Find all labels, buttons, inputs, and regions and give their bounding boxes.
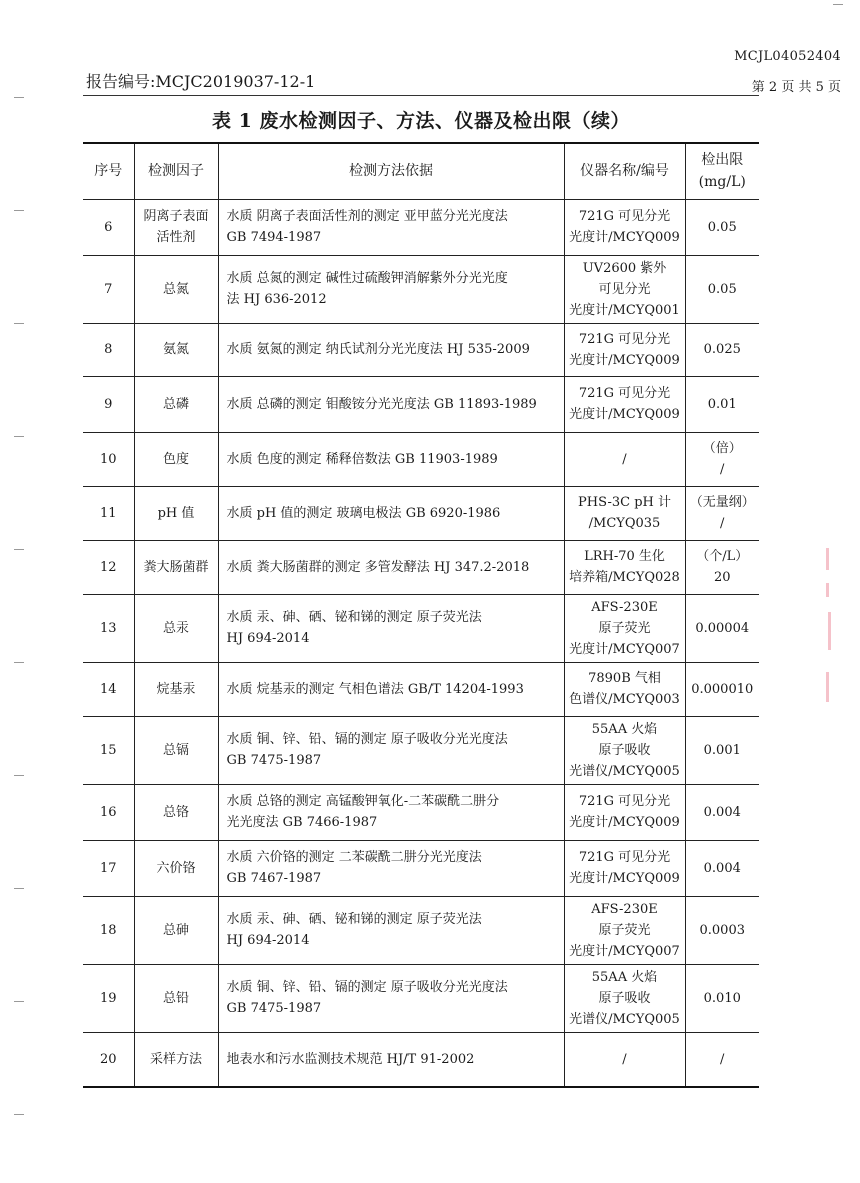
detection-factor: 总铬 [134,784,218,840]
margin-mark [14,775,24,776]
detection-factor: 烷基汞 [134,662,218,716]
detection-limit: 0.05 [685,255,759,323]
detection-factor: 总砷 [134,896,218,964]
detection-factor: 总磷 [134,376,218,432]
instrument-name: 55AA 火焰 原子吸收 光谱仪/MCYQ005 [564,964,685,1032]
instrument-name: UV2600 紫外 可见分光 光度计/MCYQ001 [564,255,685,323]
detection-factor: 六价铬 [134,840,218,896]
detection-factor: 总氮 [134,255,218,323]
detection-limit: 0.004 [685,784,759,840]
instrument-name: AFS-230E 原子荧光 光度计/MCYQ007 [564,896,685,964]
header-divider [83,95,759,96]
column-header-factor: 检测因子 [134,143,218,199]
detection-factor: 粪大肠菌群 [134,540,218,594]
margin-mark [14,888,24,889]
row-number: 6 [83,199,134,255]
table-row [83,486,759,540]
row-number: 19 [83,964,134,1032]
row-number: 17 [83,840,134,896]
detection-factor: 氨氮 [134,323,218,376]
margin-mark [14,210,24,211]
instrument-name: / [564,432,685,486]
detection-factor: pH 值 [134,486,218,540]
seal-fragment [826,583,829,597]
corner-mark [833,4,843,5]
row-number: 10 [83,432,134,486]
detection-limit: 0.000010 [685,662,759,716]
detection-factor: 色度 [134,432,218,486]
instrument-name: / [564,1032,685,1087]
method-basis: 水质 总磷的测定 钼酸铵分光光度法 GB 11893-1989 [218,376,564,432]
detection-limit: 0.001 [685,716,759,784]
instrument-name: 721G 可见分光 光度计/MCYQ009 [564,376,685,432]
instrument-name: AFS-230E 原子荧光 光度计/MCYQ007 [564,594,685,662]
detection-limit: （倍） / [685,432,759,486]
instrument-name: 55AA 火焰 原子吸收 光谱仪/MCYQ005 [564,716,685,784]
instrument-name: 7890B 气相 色谱仪/MCYQ003 [564,662,685,716]
document-code: MCJL04052404 [734,49,841,64]
margin-mark [14,1114,24,1115]
margin-mark [14,323,24,324]
seal-fragment [826,548,829,570]
column-header-instrument: 仪器名称/编号 [564,143,685,199]
table-row [83,376,759,432]
row-number: 16 [83,784,134,840]
column-header-method: 检测方法依据 [218,143,564,199]
table-row [83,1032,759,1087]
method-basis: 水质 铜、锌、铅、镉的测定 原子吸收分光光度法 GB 7475-1987 [218,716,564,784]
table-row [83,323,759,376]
method-basis: 水质 烷基汞的测定 气相色谱法 GB/T 14204-1993 [218,662,564,716]
table-row [83,716,759,784]
method-basis: 水质 总氮的测定 碱性过硫酸钾消解紫外分光光度 法 HJ 636-2012 [218,255,564,323]
detection-limit: 0.0003 [685,896,759,964]
column-header-no: 序号 [83,143,134,199]
instrument-name: 721G 可见分光 光度计/MCYQ009 [564,323,685,376]
row-number: 13 [83,594,134,662]
detection-factor: 采样方法 [134,1032,218,1087]
detection-limit: / [685,1032,759,1087]
report-number: 报告编号:MCJC2019037-12-1 [86,72,316,91]
method-basis: 水质 阴离子表面活性剂的测定 亚甲蓝分光光度法 GB 7494-1987 [218,199,564,255]
method-basis: 水质 氨氮的测定 纳氏试剂分光光度法 HJ 535-2009 [218,323,564,376]
table-row [83,896,759,964]
row-number: 11 [83,486,134,540]
detection-factor: 总镉 [134,716,218,784]
instrument-name: 721G 可见分光 光度计/MCYQ009 [564,840,685,896]
instrument-name: PHS-3C pH 计 /MCYQ035 [564,486,685,540]
method-basis: 水质 汞、砷、硒、铋和锑的测定 原子荧光法 HJ 694-2014 [218,594,564,662]
table-row [83,255,759,323]
table-row [83,199,759,255]
detection-factor: 阴离子表面 活性剂 [134,199,218,255]
instrument-name: 721G 可见分光 光度计/MCYQ009 [564,199,685,255]
row-number: 12 [83,540,134,594]
column-header-limit: 检出限 (mg/L) [685,143,759,199]
method-basis: 水质 色度的测定 稀释倍数法 GB 11903-1989 [218,432,564,486]
table-row [83,594,759,662]
table-row [83,540,759,594]
table-row [83,964,759,1032]
table-row [83,840,759,896]
detection-limit: 0.00004 [685,594,759,662]
row-number: 7 [83,255,134,323]
instrument-name: 721G 可见分光 光度计/MCYQ009 [564,784,685,840]
method-basis: 水质 总铬的测定 高锰酸钾氧化-二苯碳酰二肼分 光光度法 GB 7466-1987 [218,784,564,840]
page-number: 第 2 页 共 5 页 [751,80,841,95]
seal-fragment [826,672,829,702]
table-row [83,432,759,486]
table-body [83,199,759,1087]
method-basis: 水质 铜、锌、铅、镉的测定 原子吸收分光光度法 GB 7475-1987 [218,964,564,1032]
seal-fragment [828,612,831,650]
table-row [83,662,759,716]
row-number: 9 [83,376,134,432]
table-title: 表 1 废水检测因子、方法、仪器及检出限（续） [212,110,630,132]
row-number: 18 [83,896,134,964]
detection-limit: 0.01 [685,376,759,432]
row-number: 8 [83,323,134,376]
detection-limit: 0.025 [685,323,759,376]
method-basis: 水质 粪大肠菌群的测定 多管发酵法 HJ 347.2-2018 [218,540,564,594]
table-row [83,784,759,840]
row-number: 15 [83,716,134,784]
detection-limit: 0.004 [685,840,759,896]
method-basis: 水质 pH 值的测定 玻璃电极法 GB 6920-1986 [218,486,564,540]
table-header-row [83,143,759,199]
margin-mark [14,436,24,437]
instrument-name: LRH-70 生化 培养箱/MCYQ028 [564,540,685,594]
detection-limit: （无量纲） / [685,486,759,540]
detection-limit: 0.010 [685,964,759,1032]
row-number: 14 [83,662,134,716]
margin-mark [14,97,24,98]
detection-limit: （个/L） 20 [685,540,759,594]
detection-methods-table [83,142,759,1088]
method-basis: 地表水和污水监测技术规范 HJ/T 91-2002 [218,1032,564,1087]
margin-mark [14,1001,24,1002]
detection-factor: 总汞 [134,594,218,662]
method-basis: 水质 汞、砷、硒、铋和锑的测定 原子荧光法 HJ 694-2014 [218,896,564,964]
margin-mark [14,549,24,550]
margin-mark [14,662,24,663]
row-number: 20 [83,1032,134,1087]
detection-limit: 0.05 [685,199,759,255]
detection-factor: 总铅 [134,964,218,1032]
method-basis: 水质 六价铬的测定 二苯碳酰二肼分光光度法 GB 7467-1987 [218,840,564,896]
